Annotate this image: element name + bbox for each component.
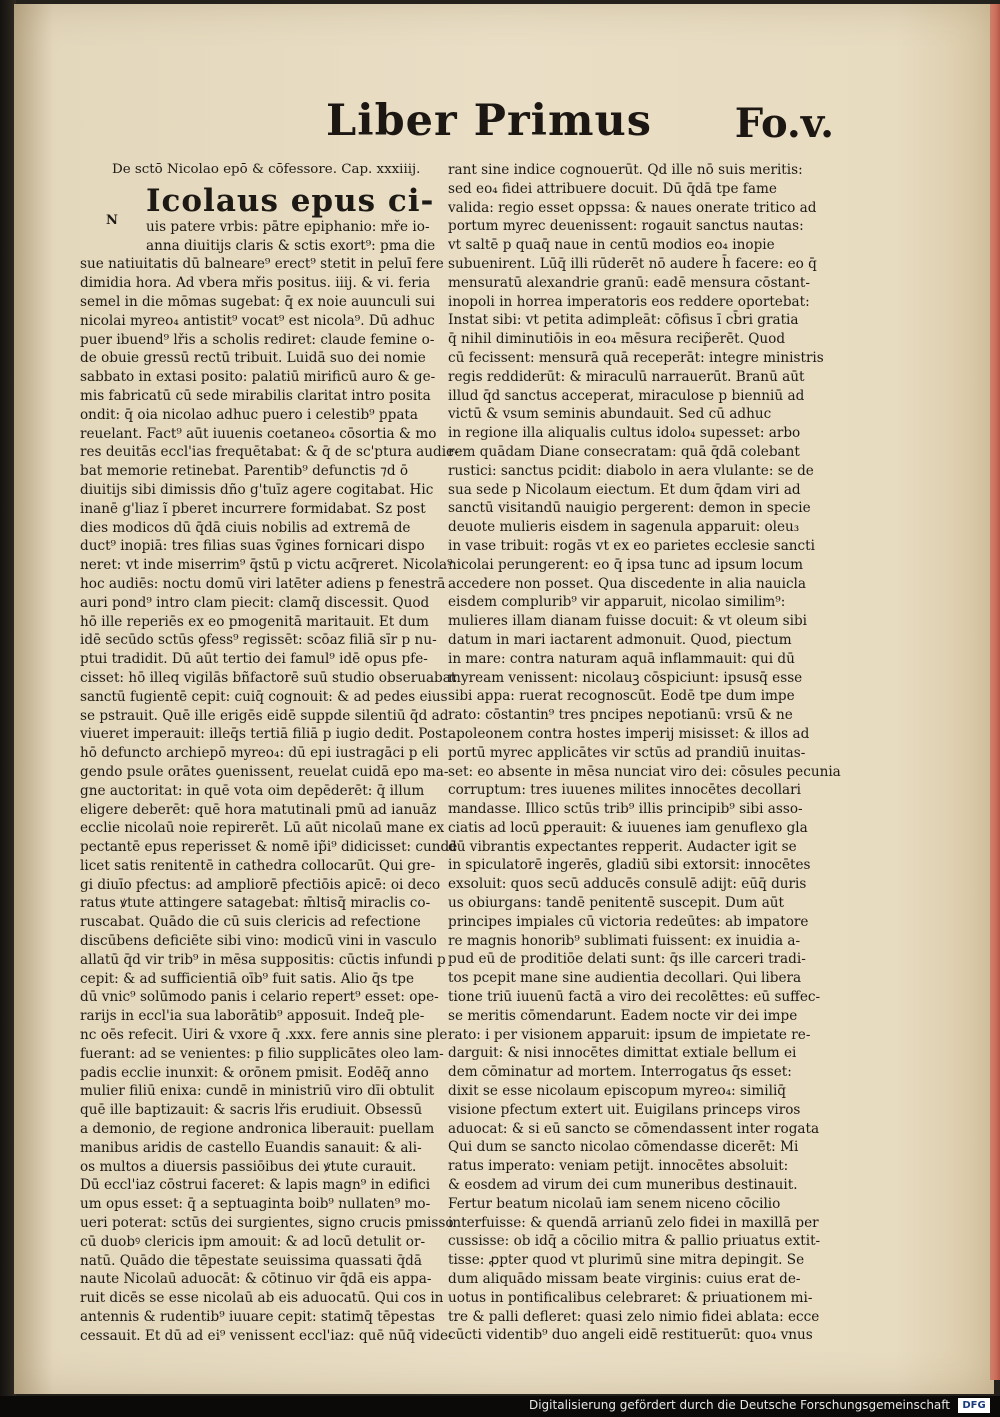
text-line: inanē g'liaz ĩ pberet incurrere formidabat. Sz post (80, 500, 426, 517)
text-line: pectantē epus reperisset & nomē ip̃i⁹ didicisset: cundē (80, 839, 458, 856)
text-line: pud eū de proditiōe delati sunt: q̄s ille carceri tradi- (448, 951, 806, 968)
text-line: dixit se esse nicolaum episcopum myreo₄: similiq̄ (448, 1083, 787, 1100)
text-line: dū vnic⁹ solūmodo panis i celario repert⁹ esset: ope- (80, 989, 439, 1006)
text-line: Qui dum se sancto nicolao cōmendasse dicerēt: Mi (448, 1139, 799, 1156)
text-line: uotus in pontificalibus celebraret: & priuationem mi- (448, 1289, 813, 1306)
text-line: inopoli in horrea imperatoris eos reddere oportebat: (448, 293, 810, 310)
text-line: corruptum: tres iuuenes milites innocētes decollari (448, 782, 801, 799)
text-line: rem quādam Diane consecratam: quā q̄dā colebant (448, 443, 800, 460)
text-line: dies modicos dū q̄dā ciuis nobilis ad extremā de (80, 519, 411, 536)
text-line: dem cōminatur ad mortem. Interrogatus q̄s esset: (448, 1064, 792, 1081)
chapter-heading: De sctō Nicolao epō & cōfessore. Cap. xxxiiij. (112, 162, 421, 177)
text-line: tione triū iuuenū factā a viro dei recolēttes: eū suffec- (448, 989, 821, 1006)
text-line: tre & palli defleret: quasi zelo nimio fidei ablata: ecce (448, 1308, 820, 1325)
text-line: os multos a diuersis passiōibus dei ꝟtute curauit. (80, 1158, 417, 1175)
text-line: ptui tradidit. Dū aūt tertio dei famul⁹ idē opus pfe- (80, 651, 428, 668)
text-line: uis patere vrbis: pātre epiphanio: mře io- (146, 218, 430, 235)
text-line: myream venissent: nicolauꝫ cōspiciunt: ipsusq̄ esse (448, 669, 803, 686)
text-line: mulieres illam dianam fuisse docuit: & vt oleum sibi (448, 613, 808, 630)
text-line: in vase tribuit: rogās vt ex eo parietes ecclesie sancti (448, 537, 815, 554)
text-line: gi diuīo pfectus: ad ampliorē pfectiōis apicē: oi deco (80, 876, 441, 893)
text-line: interfuisse: & quendā arrianū zelo fidei in maxillā per (448, 1214, 819, 1231)
text-line: hō defuncto archiepō myreo₄: dū epi iustragāci p eli (80, 745, 439, 762)
text-line: se meritis cōmendarunt. Eadem nocte vir dei impe (448, 1007, 798, 1024)
text-line: & eosdem ad virum dei cum muneribus destinauit. (448, 1177, 798, 1194)
text-line: cū fecissent: mensurā quā receperāt: integre ministris (448, 349, 824, 366)
text-line: Fertur beatum nicolaū iam senem niceno cōcilio (448, 1195, 781, 1212)
text-line: de obuie gressū rectū tribuit. Luidā suo dei nomie (80, 350, 426, 367)
text-line: quē ille baptizauit: & sacris lřis erudiuit. Obsessū (80, 1102, 423, 1119)
text-line: q̄ nihil diminutiōis in eo₄ mēsura recip̃erēt. Quod (448, 331, 786, 348)
text-line: sua sede p Nicolaum eiectum. Et dum q̄dam viri ad (448, 481, 801, 498)
right-column-body (448, 161, 841, 1345)
text-line: illud q̄d sanctus acceperat, miraculose p bienniū ad (448, 387, 805, 404)
text-line: auri pond⁹ intro clam piecit: clamq̄ discessit. Quod (80, 594, 430, 611)
text-line: Instat sibi: vt petita adimpleāt: cōfisus ī cb̄ri gratia (448, 312, 799, 329)
incipit-line: Icolaus epus ci- (146, 182, 435, 219)
text-line: nicolai perungerent: eo q̄ ipsa tunc ad ipsum locum (448, 556, 804, 573)
text-line: semel in die mōmas sugebat: q̄ ex noie auunculi sui (80, 293, 436, 310)
text-line: ondit: q̄ oia nicolao adhuc puero i celestib⁹ ppata (80, 406, 418, 423)
text-line: naute Nicolaū aduocāt: & cōtinuo vir q̄dā eis appa- (80, 1271, 432, 1288)
text-line: dum aliquādo missam beate virginis: cuius erat de- (448, 1271, 801, 1288)
text-line: dū vibrantis expectantes repperit. Audacter igit se (448, 838, 797, 855)
text-line: eligere deberēt: quē hora matutinali pmū ad ianuāz (80, 801, 437, 818)
text-line: rarijs in eccl'ia sua laborātib⁹ apposuit. Indeq̄ ple- (80, 1008, 425, 1025)
text-line: mensuratū alexandrie granū: eadē mensura cōstant- (448, 274, 810, 291)
text-line: ruscabat. Quādo die cū suis clericis ad refectione (80, 914, 421, 931)
text-line: ueri poterat: sctūs dei surgientes, signo crucis pmisso (80, 1215, 454, 1232)
page-edge (990, 4, 1000, 1380)
text-line: in mare: contra naturam aquā inflammauit: qui dū (448, 650, 795, 667)
text-line: ratus imperato: veniam petijt. innocētes absoluit: (448, 1158, 789, 1175)
text-line: nicolai myreo₄ antistit⁹ vocat⁹ est nicola⁹. Dū adhuc (80, 312, 435, 329)
text-line: sue natiuitatis dū balneare⁹ erect⁹ stetit in peluī fere (80, 256, 444, 273)
text-line: subuenirent. Lūq̄ illi rūderēt nō audere h̄ facere: eo q̄ (448, 255, 817, 272)
text-line: anna diuitijs claris & sctis exort⁹: pma die (146, 237, 436, 254)
text-line: cū duobꝰ clericis ipm amouit: & ad locū detulit or- (80, 1233, 426, 1250)
text-line: idē secūdo sctūs ꝯfess⁹ regissēt: scōaz filiā sīr p nu- (80, 632, 437, 649)
text-line: reuelant. Fact⁹ aūt iuuenis coetaneo₄ cōsortia & mo (80, 425, 437, 442)
left-column (80, 161, 459, 1344)
text-line: visione pfectum extert uit. Euigilans princeps viros (448, 1101, 801, 1118)
text-line: mis fabricatū cū sede mirabilis claritat intro posita (80, 387, 431, 404)
text-line: in regione illa aliqualis cultus idolo₄ supesset: arbo (448, 425, 801, 442)
text-line: vt saltē p quaq̄ naue in centū modios eo₄ inopie (448, 237, 775, 254)
text-line: victū & vsum seminis abundauit. Sed cū adhuc (448, 406, 772, 423)
text-line: dimidia hora. Ad vbera mřis positus. iiij. & vi. feria (80, 275, 431, 292)
text-line: valida: regio esset oppssa: & naues onerate tritico ad (448, 199, 817, 216)
text-line: rustici: sanctus pcidit: diabolo in aera vlulante: se de (448, 462, 814, 479)
book-title: Liber Primus (326, 96, 652, 146)
text-line: sanctū fugientē cepit: cuiq̄ cognouit: & ad pedes eius (80, 688, 448, 705)
text-line: res deuitās eccl'ias frequētabat: & q̄ de sc'ptura audie- (80, 444, 459, 461)
text-line: cussisse: ob idq̄ a cōcilio mitra & pallio priuatus extit- (448, 1233, 821, 1250)
footer-credit: Digitalisierung gefördert durch die Deutsche Forschungsgemeinschaft (528, 1398, 950, 1412)
text-line: um opus esset: q̄ a septuaginta boib⁹ nullaten⁹ mo- (80, 1196, 431, 1213)
text-line: set: eo absente in mēsa nunciat viro dei: cōsules pecunia (448, 763, 841, 780)
text-line: allatū q̄d vir trib⁹ in mēsa suppositis: cūctis infundi p (80, 951, 446, 968)
text-line: hō ille reperiēs ex eo pmogenitā maritauit. Et dum (80, 613, 429, 630)
text-line: aduocat: & si eū sancto se cōmendassent inter rogata (448, 1120, 820, 1137)
text-line: gendo psule orātes ꝯuenissent, reuelat cuidā epo ma- (80, 763, 449, 780)
text-line: darguit: & nisi innocētes dimittat extiale bellum ei (448, 1045, 797, 1062)
book-page (14, 4, 994, 1394)
text-line: eisdem complurib⁹ vir apparuit, nicolao similim⁹: (448, 594, 786, 611)
text-line: cepit: & ad sufficientiā oīb⁹ fuit satis. Alio q̄s tpe (80, 970, 415, 987)
text-line: rato: i per visionem apparuit: ipsum de impietate re- (448, 1026, 811, 1043)
text-line: in spiculatorē ingerēs, gladiū sibi extorsit: innocētes (448, 857, 811, 874)
text-line: neret: vt inde miserrim⁹ q̄stū p victu acq̄reret. Nicola⁹ (80, 557, 453, 574)
text-line: mandasse. Illico sctūs trib⁹ illis principib⁹ sibi asso- (448, 801, 803, 818)
text-line: rant sine indice cognouerūt. Qd ille nō suis meritis: (448, 162, 803, 178)
text-line: us obiurgans: tandē penitentē suscepit. Dum aūt (448, 895, 785, 912)
text-line: portū myrec applicātes vir sctūs ad prandiū inuitas- (448, 744, 806, 761)
text-line: apoleonem contra hostes imperij misisset: & illos ad (448, 725, 810, 742)
text-line: re magnis honorib⁹ sublimati fuissent: ex inuidia a- (448, 932, 801, 949)
text-line: cisset: hō illeq vigilās bñfactorē suū studio obseruabat (80, 669, 457, 686)
text-line: portum myrec deuenissent: rogauit sanctus nautas: (448, 218, 804, 235)
text-line: discūbens deficiēte sibi vino: modicū vini in vasculo (80, 933, 437, 950)
text-line: diuitijs sibi dimissis dño g'tuīz agere cogitabat. Hic (80, 481, 434, 498)
text-line: ciatis ad locū ꝑperauit: & iuuenes iam genuflexo gla (448, 819, 808, 836)
text-line: accedere non posset. Qua discedente in alia nauicla (448, 575, 807, 592)
text-line: fuerant: ad se venientes: p filio supplicātes oleo lam- (80, 1045, 444, 1062)
left-column-body (80, 255, 459, 1345)
text-line: licet satis renitentē in cathedra collocarūt. Qui gre- (80, 857, 436, 874)
text-line: sabbato in extasi posito: palatiū mirificū auro & ge- (80, 369, 436, 386)
text-line: se pstrauit. Quē ille erigēs eidē suppde silentiū q̄d ad (80, 707, 449, 724)
text-line: deuote mulieris eisdem in sagenula apparuit: oleu₃ (448, 519, 800, 536)
text-line: mulier filiū enixa: cundē in ministriū viro dīi obtulit (80, 1083, 435, 1100)
right-column (448, 161, 841, 1344)
text-line: puer ibuend⁹ lřis a scholis rediret: claude femine o- (80, 331, 435, 348)
text-line: exsoluit: quos secū adducēs consulē adijt: eūq̄ duris (448, 876, 807, 893)
first-lines (146, 218, 440, 256)
text-line: nc oēs refecit. Uiri & vxore q̄ .xxx. fere annis sine ple (80, 1027, 448, 1044)
footer-bar (0, 1396, 1000, 1417)
text-line: duct⁹ inopiā: tres filias suas v̄gines fornicari dispo (80, 538, 425, 555)
text-line: sanctū visitandū nauigio pergerent: demon in specie (448, 500, 811, 517)
text-line: viueret imperauit: illeq̄s tertiā filiā p iugio dedit. Post (80, 726, 448, 743)
text-line: hoc audiēs: noctu domū viri latēter adiens p fenestrā (80, 575, 446, 592)
text-line: rato: cōstantin⁹ tres pncipes nepotianū: vrsū & ne (448, 707, 793, 724)
text-line: padis ecclie inunxit: & orōnem pmisit. Eodēq̄ anno (80, 1064, 429, 1081)
folio-number: Fo.v. (734, 100, 834, 147)
running-header (314, 96, 854, 166)
dfg-logo: DFG (958, 1398, 990, 1413)
text-line: principes impiales cū victoria redeūtes: ab impatore (448, 913, 809, 930)
text-line: cūcti videntib⁹ duo angeli eidē restituerūt: quo₄ vnus (448, 1327, 813, 1344)
guide-letter: N (106, 213, 118, 228)
text-line: Dū eccl'iaz cōstrui faceret: & lapis magn⁹ in edifici (80, 1177, 431, 1194)
text-line: manibus aridis de castello Euandis sanauit: & ali- (80, 1139, 422, 1156)
text-line: gne auctoritat: in quē vota oim depēderēt: q̄ illum (80, 782, 425, 799)
text-line: sibi appa: ruerat recognoscūt. Eodē tpe dum impe (448, 688, 795, 705)
text-line: sed eo₄ fidei attribuere docuit. Dū q̄dā tpe fame (448, 180, 777, 197)
text-line: ruit dicēs se esse nicolaū ab eis aduocatū. Qui cos in (80, 1290, 444, 1307)
text-line: tos pcepit mane sine audientia decollari. Qui libera (448, 970, 802, 987)
text-line: ratus ꝟtute attingere satagebat: m̄ltisq̄ miraclis co- (80, 895, 431, 912)
text-line: ecclie nicolaū noie repirerēt. Lū aūt nicolaū mane ex (80, 820, 445, 837)
text-line: tisse: ꝓpter quod vt plurimū sine mitra depingit. Se (448, 1252, 805, 1269)
text-line: regis reddiderūt: & miraculū narrauerūt. Branū aūt (448, 368, 805, 385)
text-line: antennis & rudentib⁹ iuuare cepit: statimq̄ tēpestas (80, 1309, 435, 1326)
text-line: cessauit. Et dū ad ei⁹ venissent eccl'iaz: quē nūq̄ vide- (80, 1327, 453, 1344)
text-line: bat memorie retinebat. Parentib⁹ defunctis ⁊d ō (80, 463, 409, 480)
text-line: datum in mari iactarent admonuit. Quod, piectum (448, 631, 792, 648)
text-line: natū. Quādo die tēpestate seuissima quassati q̄dā (80, 1252, 422, 1269)
text-line: a demonio, de regione andronica liberauit: puellam (80, 1121, 435, 1138)
